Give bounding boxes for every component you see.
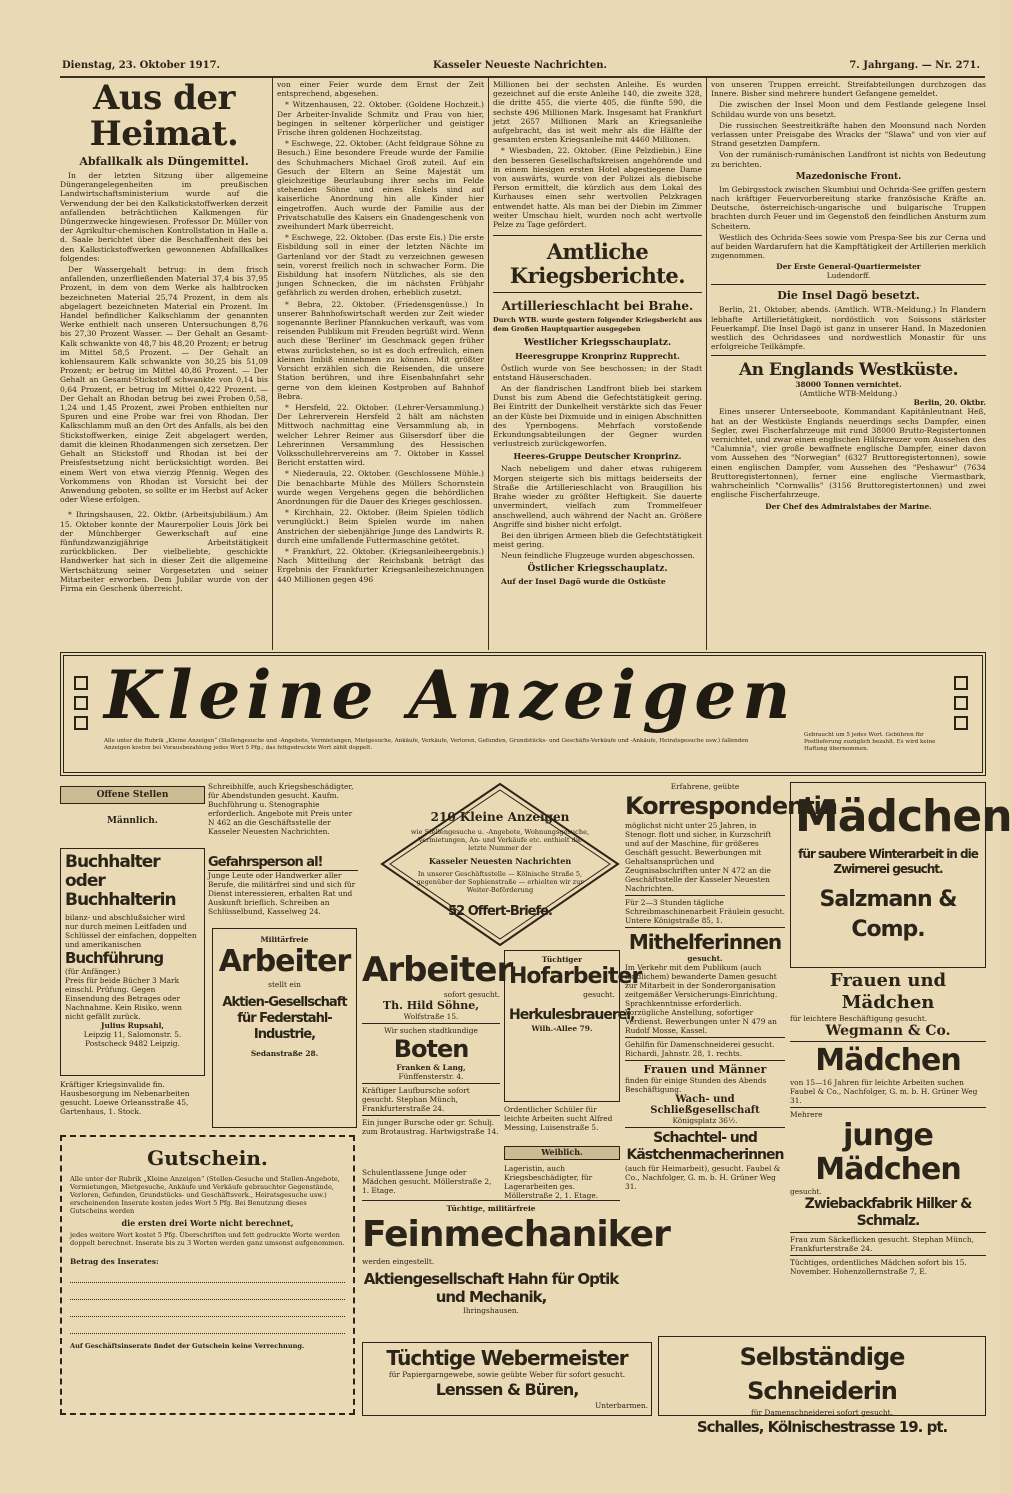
ad-company: Wach- und Schließgesellschaft xyxy=(650,1094,760,1116)
ad-address: Wilh.-Allee 79. xyxy=(531,1024,593,1033)
article-paragraph: Die zwischen der Insel Moon und dem Festlande gelegene Insel Schildau wurde von uns besetzt. xyxy=(711,100,986,119)
column-1 xyxy=(60,80,268,650)
coupon-input-line[interactable] xyxy=(70,1283,345,1300)
ad-address: Ihringshausen. xyxy=(462,1306,520,1315)
article-paragraph: von einer Feier wurde dem Ernst der Zeit entsprechend, abgesehen. xyxy=(277,80,484,99)
ad-text: Mehrere xyxy=(790,1110,823,1119)
coupon-amount-label: Betrag des Inserates: xyxy=(70,1257,159,1266)
ad-company: Schalles, Kölnischestrasse 19. pt. xyxy=(696,1418,948,1436)
ad-title: junge Mädchen xyxy=(815,1118,961,1187)
ad-text: gesucht. xyxy=(687,954,723,963)
section-label-offene: Offene Stellen xyxy=(60,786,205,804)
ad-text: Tüchtiger xyxy=(541,955,583,964)
article-paragraph: Westlich des Ochrida-Sees sowie vom Prespa-See bis zur Cerna und auf beiden Wardarufern hat die Kampftätigkeit der Artillerien merklich zugenommen. xyxy=(711,232,986,261)
article-paragraph: In der letzten Sitzung über allgemeine Düngerangelegenheiten im preußischen Landwirtschaftsministerium wurde auf die Verwendung der bei den Kalkstickstoffwerken derzeit anfallenden beträchtlichen Kalkmengen für Düngerzwecke hingewiesen. Professor Dr. Müller von der Agrikultur-chemischen Kontrollstation in Halle a. d. Saale berichtet über die Beschaffenheit des bei den Kalkstickstoffwerken gewonnenen Abfallkalkes folgendes: xyxy=(60,171,268,263)
article-paragraph: * Eschwege, 22. Oktober. (Das erste Eis.) Die erste Eisbildung soll in einer der letzten Nächte im Gartenland vor der Stadt zu verzeichnen gewesen sein, vorerst freilich noch in schwacher Form. Die Eisbildung hat insofern Nützliches, als sie den jungen Schnecken, die im nächsten Frühjahr gefährlich zu werden drohen, erheblich zusetzt. xyxy=(277,233,484,298)
ad-webermeister xyxy=(362,1342,652,1416)
ad-schreibhilfe: Schreibhilfe, auch Kriegsbeschädigter, für Abendstunden gesucht. Kaufm. Buchführung u. Stenographie erforderlich. Angebote mit Preis unter N 462 an die Geschäftsstelle der Kasseler Neuesten Nachrichten. xyxy=(208,782,354,836)
ad-title: Gefahrsperson al! xyxy=(208,855,358,871)
coupon-text: Alle unter der Rubrik „Kleine Anzeigen“ (Stellen-Gesuche und Stellen-Angebote, Vermietungen, Mietgesuche, Ankäufe und Verkäufe gebrauchter Gegenstände, Verloren, Gefunden, Grundstücks- und Geschäftsverk., Heiratsgesuche usw.) erscheinenden Inserate kosten jedes Wort 5 Pfg. Bei Benutzung dieses Gutscheins werden xyxy=(70,1175,340,1215)
ad-ordentlicher: Ordentlicher Schüler für leichte Arbeiten sucht Alfred Messing, Luisenstraße 5. xyxy=(504,1105,613,1132)
ad-address: Wolfstraße 15. xyxy=(403,1012,459,1021)
ad-kriegsinvalide: Kräftiger Kriegsinvalide fin. Hausbesorgung im Nebenarbeiten gesucht. Loewe Orleansstraße 45, Gartenhaus, 1. Stock. xyxy=(60,1080,190,1116)
army-heading: Heeresgruppe Kronprinz Rupprecht. xyxy=(515,350,680,361)
ad-gefahrsperson xyxy=(208,855,358,925)
newspaper-name: Kasseler Neueste Nachrichten. xyxy=(432,60,608,71)
ad-text: sofort gesucht. xyxy=(443,990,500,999)
ad-text: von 15—16 Jahren für leichte Arbeiten suchen Faubel & Co., Nachfolger, G. m. b. H. Grüner Weg 31. xyxy=(790,1078,978,1105)
article-paragraph: * Witzenhausen, 22. Oktober. (Goldene Hochzeit.) Der Arbeiter-Invalide Schmitz und Frau von hier, begingen in seltener körperlicher und geistiger Frische ihren goldenen Hochzeitstag. xyxy=(277,100,484,138)
ad-company: Franken & Lang, xyxy=(396,1063,466,1072)
column-2 xyxy=(277,80,484,650)
article-paragraph: Bei den übrigen Armeen blieb die Gefechtstätigkeit meist gering. xyxy=(493,530,702,550)
ad-title: Feinmechaniker xyxy=(362,1214,670,1255)
ad-title: Buchhalter oder Buchhalterin xyxy=(65,852,176,910)
article-paragraph: * Kirchhain, 22. Oktober. (Beim Spielen tödlich verunglückt.) Beim Spielen wurde im nahen Anstrichen der siebenjährige Junge des Landwirts R. durch eine umfallende Futtermaschine getötet. xyxy=(277,508,484,545)
front-heading: Östlicher Kriegsschauplatz. xyxy=(527,563,668,574)
classifieds-banner xyxy=(60,652,986,776)
coupon-gutschein[interactable] xyxy=(60,1135,355,1415)
section-label-maennlich: Männlich. xyxy=(107,816,158,826)
signature-name: Ludendorff. xyxy=(826,271,871,281)
article-paragraph: Im Gebirgsstock zwischen Skumbiui und Ochrida-See griffen gestern nach kräftiger Feuervorbereitung starke französische Kräfte an. Deutsche, österreichisch-ungarische und bulgarische Truppen brachten durch Feuer und im Gegenstoß den feindlichen Ansturm zum Scheitern. xyxy=(711,184,986,231)
front-heading: Westlicher Kriegsschauplatz. xyxy=(523,337,672,348)
ad-address: Leipzig 11, Salomonstr. 5. xyxy=(83,1030,182,1039)
banner-ornament xyxy=(74,670,88,760)
ad-title: Hofarbeiter xyxy=(509,964,642,989)
ad-address: Postscheck 9482 Leipzig. xyxy=(85,1039,180,1048)
banner-ornament xyxy=(954,670,968,760)
article-subheadline: (Amtliche WTB-Meldung.) xyxy=(799,389,898,399)
article-paragraph: * Wiesbaden, 22. Oktober. (Eine Pelzdiebin.) Eine den besseren Gesellschaftskreisen angehörende und in einem hiesigen ersten Hotel abgestiegene Dame von auswärts, wurde von der Polizei als diebische Person ermittelt, die kürzlich aus dem Lokal des Kurhauses einen sehr wertvollen Pelzkragen entwendet hatte. Als man bei der Diebin im Zimmer weiter Umschau hielt, wurden noch acht wertvolle Pelze zu Tage gefördert. xyxy=(493,146,702,230)
article-paragraph: Der Wassergehalt betrug: in dem frisch anfallenden, unzerfließenden Material 37,4 bis 37,95 Prozent, in dem von dem Werke als halbtrocken bezeichneten Material 25,74 Prozent, in dem als abgelagert bezeichneten Material ein Prozent. Im Handel befindlicher Kalkschlamm der genannten Werke enthielt nach unseren Untersuchungen 8,76 bis 27,30 Prozent Wasser. — Der Gehalt an Gesamt-Kalk schwankte von 48,7 bis 48,20 Prozent; er betrug im Mittel 58,5 Prozent. — Der Gehalt an kohlensaurem Kalk schwankte von 30,25 bis 51,09 Prozent; er betrug im Mittel 40,86 Prozent. — Der Gehalt an Gesamt-Stickstoff schwankte von 0,14 bis 0,64 Prozent, er betrug im Mittel 0,422 Prozent. — Der Gehalt an Rhodan betrug bei zwei Proben 0,58, 1,24 und 1,45 Prozent, zwei Proben enthielten nur Spuren und eine Probe war frei von Rhodan. Der Kalkschlamm muß an den Ort des Anfalls, als bei den Stickstoffwerken, einige Zeit abgelagert werden, damit die kleinen Rhodanmengen sich zersetzen. Der Gehalt an Stickstoff und Rhodan ist bei der Preisfestsetzung nicht berücksichtigt worden. Bei einem Wert von etwa vierzig Pfennig. Wegen des Vorkommens von Rhodan ist Vorsicht bei der Anwendung geboten, so sollte er im Herbst auf Acker oder Wiese erfolgen. xyxy=(60,265,268,505)
army-heading: Heeres-Gruppe Deutscher Kronprinz. xyxy=(513,451,682,462)
ads-col-f xyxy=(790,970,986,1276)
ad-text: (für Anfänger.) xyxy=(65,967,121,976)
article-paragraph: * Niederaula, 22. Oktober. (Geschlossene Mühle.) Die benachbarte Mühle des Müllers Schornstein wurde wegen Vergehens gegen die behördlichen Anordnungen für die Dauer des Krieges geschlossen. xyxy=(277,469,484,506)
ad-title: Mädchen xyxy=(795,791,1012,842)
issue-date: Dienstag, 23. Oktober 1917. xyxy=(62,60,221,71)
ad-title: Boten xyxy=(393,1035,469,1063)
promo-text: In unserer Geschäftsstelle — Kölnische Straße 5, gegenüber der Sophienstraße — erhielten wir zur Weiter-Beförderung xyxy=(416,870,584,894)
ad-text: Gehilfin für Damenschneiderei gesucht. Richardi, Jahnstr. 28, 1. rechts. xyxy=(625,1040,775,1058)
ad-title: Arbeiter xyxy=(362,950,513,990)
ad-title: Schachtel- und Kästchenmacherinnen xyxy=(626,1130,784,1163)
ad-text: gesucht. xyxy=(583,990,615,999)
ad-company: Th. Hild Söhne, xyxy=(382,999,480,1012)
promo-paper: Kasseler Neuesten Nachrichten xyxy=(428,856,572,866)
ad-text: Tüchtige, militärfreie xyxy=(446,1204,536,1213)
ad-text: möglichst nicht unter 25 Jahren, in Stenogr. flott und sicher, in Kurzschrift und auf der Maschine, für größeres Geschäft gesucht. Bewerbungen mit Gehaltsansprüchen und Zeugnisabschriften unter N 472 an die Geschäftsstelle der Kasseler Neuesten Nachrichten. xyxy=(625,821,772,893)
ad-text: Ein junger Bursche oder gr. Schulj. zum Brotaustrag. Hartwigstraße 14. xyxy=(362,1118,499,1136)
ad-company: Salzmann & Comp. xyxy=(819,887,957,942)
ad-title: Selbständige Schneiderin xyxy=(739,1343,905,1405)
ad-title: Frauen und Mädchen xyxy=(829,970,947,1013)
promo-briefe: 52 Offert-Briefe. xyxy=(448,904,552,919)
classifieds-terms-right: Gebraucht um 5 jedes Wort. Gebühren für Postlieferung zuzüglich bezahlt. Es wird keine Haftung übernommen. xyxy=(804,732,936,752)
ad-address: Unterbarmen. xyxy=(594,1401,648,1410)
ad-address: Königsplatz 36½. xyxy=(672,1116,738,1125)
ad-text: für saubere Winterarbeit in die Zwirnerei gesucht. xyxy=(798,847,978,876)
article-subheadline: 38000 Tonnen vernichtet. xyxy=(795,380,902,390)
column-4 xyxy=(711,80,986,650)
war-reports-title: Amtliche Kriegsberichte. xyxy=(509,239,686,289)
ad-text: stellt ein xyxy=(268,980,301,989)
coupon-title: Gutschein. xyxy=(147,1146,268,1170)
issue-number: 7. Jahrgang. — Nr. 271. xyxy=(849,60,980,71)
ad-text: für Papiergarngewebe, sowie geübte Weber für sofort gesucht. xyxy=(388,1370,626,1379)
article-paragraph: * Eschwege, 22. Oktober. (Acht feldgraue Söhne zu Besuch.) Eine besondere Freude wurde der Familie des Schuhmachers Michael Groß zuteil. Auf ein Gesuch der Eltern an Seine Majestät um gleichzeitige Beurlaubung ihrer sechs im Felde stehenden Söhne und eines Enkels sind auf kaiserliche Anordnung hin alle Kinder hier eingetroffen. Auch wurde der Familie aus der Privatschatulle des Kaisers ein Gnadengeschenk von zweihundert Mark überreicht. xyxy=(277,139,484,232)
ad-title: Arbeiter xyxy=(218,944,351,979)
ad-text: für Damenschneiderei sofort gesucht. xyxy=(751,1408,893,1417)
ad-text: Frau zum Säckeflicken gesucht. Stephan Münch, Frankfurterstraße 24. xyxy=(790,1235,975,1253)
ad-company: Zwiebackfabrik Hilker & Schmalz. xyxy=(804,1196,972,1229)
ad-feinmechaniker xyxy=(362,1200,670,1338)
article-paragraph: Berlin, 21. Oktober, abends. (Amtlich. WTB.-Meldung.) In Flandern lebhafte Artillerietätigkeit, nordöstlich von Soissons stärkster Feuerkampf. Die Insel Dagö ist ganz in unserer Hand. In Mazedonien westlich des Ochridasees und nordwestlich Monastir für uns erfolgreiche Teilkämpfe. xyxy=(711,305,986,352)
ad-address: Sedanstraße 28. xyxy=(250,1049,319,1058)
section-title: Aus der Heimat. xyxy=(89,78,239,154)
article-paragraph: von unseren Truppen erreicht. Streifabteilungen durchzogen das Innere. Bisher sind mehrere hundert Gefangene gemeldet. xyxy=(711,80,986,99)
ad-address: Julius Rupsahl, xyxy=(101,1021,164,1030)
dateline: Berlin, 20. Oktbr. xyxy=(913,398,986,408)
ad-heading: Buchführung xyxy=(65,949,164,967)
article-paragraph: Nach nebeligem und daher etwas ruhigerem Morgen steigerte sich bis mittags beiderseits der Straße die Artillerieschlacht von Braugillion bis Brahe wieder zu größter Heftigkeit. Sie dauerte unvermindert, vielfach zum Trommelfeuer anschwellend, auch während der Nacht an. Größere Angriffe sind bisher nicht erfolgt. xyxy=(493,464,702,529)
promo-count: 210 Kleine Anzeigen xyxy=(430,810,570,824)
ad-text: finden für einige Stunden des Abends Beschäftigung. xyxy=(625,1076,767,1094)
ad-text: für leichtere Beschäftigung gesucht. xyxy=(790,1014,928,1023)
article-headline: An Englands Westküste. xyxy=(738,360,959,381)
article-paragraph: Auf der Insel Dagö wurde die Ostküste xyxy=(501,576,666,586)
article-paragraph: Östlich wurde von See beschossen; in der Stadt entstand Häuserschaden. xyxy=(493,363,702,382)
ad-text: Im Verkehr mit dem Publikum (auch ländlichem) bewanderte Damen gesucht zur Mitarbeit in der Sonderorganisation zeitgemäßer Versicherungs-Einrichtung. Sprachkenntnisse erforderlich. Vorzügliche Anstellung, sofortiger Verdienst. Bewerbungen unter N 479 an Rudolf Mosse, Kassel. xyxy=(625,963,778,1035)
ad-text: Junge Leute oder Handwerker aller Berufe, die militärfrei sind und sich für Dienst interessieren, erhalten Rat und Auskunft brieflich. Schreiben an Schlüsselbund, Kasselweg 24. xyxy=(208,871,356,916)
ad-company: Aktiengesellschaft Hahn für Optik und Mechanik, xyxy=(363,1270,619,1306)
article-paragraph: An der flandrischen Landfront blieb bei starkem Dunst bis zum Abend die Gefechtstätigkeit gering. Bei Eintritt der Dunkelheit verstärkte sich das Feuer an der Küste bei Dixmuide und in einigen Abschnitten des Ypernbogens. Mehrfach vorstoßende Erkundungsabteilungen der Gegner wurden verlustreich zurückgeworfen. xyxy=(493,384,702,449)
coupon-text: jedes weitere Wort kostet 5 Pfg. Überschriften und fett gedruckte Worte werden doppelt berechnet. Inserate bis zu 3 Worten werden ganz umsonst aufgenommen. xyxy=(70,1231,345,1247)
ad-text: Erfahrene, geübte xyxy=(670,782,740,791)
ad-company: Wegmann & Co. xyxy=(825,1023,951,1039)
ad-text: Tüchtiges, ordentliches Mädchen sofort bis 15. November. Hohenzollernstraße 7, E. xyxy=(790,1258,967,1276)
article-paragraph: * Bebra, 22. Oktober. (Friedensgenüsse.) In unserer Bahnhofswirtschaft werden zur Zeit wieder sogenannte Berliner Pfannkuchen verkauft, was vom reisenden Publikum mit Freuden begrüßt wird. Wenn auch diese 'Berliner' im Geschmack gegen früher etwas zurückstehen, so ist es doch erfreulich, einen kleinen Imbiß einnehmen zu können. Mit größter Vorsicht erzählen sich die Reisenden, die unsere Station berühren, und ihre Eisenbahnfahrt sehr gerne von dem kleinen Kostproben auf Bahnhof Bebra. xyxy=(277,299,484,401)
ad-title: Tüchtige Webermeister xyxy=(386,1346,628,1370)
ad-text: bilanz- und abschlußsicher wird nur durch meinen Leitfaden und Schlüssel der einfachen, doppelten und amerikanischen xyxy=(65,913,197,949)
ad-text: (auch für Heimarbeit), gesucht. Faubel & Co., Nachfolger, G. m. b. H. Grüner Weg 31. xyxy=(625,1164,781,1191)
ad-company: Herkulesbrauerei, xyxy=(509,1007,635,1023)
ad-title: Mithelferinnen xyxy=(628,930,782,954)
section-label-weiblich: Weiblich. xyxy=(504,1146,620,1160)
ad-lagerist: Lageristin, auch Kriegsbeschädigter, für Lagerarbeiten ges. Möllerstraße 2, 1. Etage. xyxy=(504,1164,599,1200)
ad-buchhalter xyxy=(60,848,205,1076)
coupon-input-line[interactable] xyxy=(70,1300,345,1317)
coupon-input-line[interactable] xyxy=(70,1266,345,1283)
ad-text: Preis für beide Bücher 3 Mark einschl. Prüfung. Gegen Einsendung des Betrages oder Nachnahme. Kein Risiko, wenn nicht gefällt zurück. xyxy=(65,976,182,1021)
ad-schulentlassene: Schulentlassene Junge oder Mädchen gesucht. Möllerstraße 2, 1. Etage. xyxy=(362,1168,492,1195)
column-divider xyxy=(272,78,273,650)
article-headline: Abfallkalk als Düngemittel. xyxy=(79,155,249,168)
ad-schneiderin xyxy=(658,1336,986,1436)
coupon-footer: Auf Geschäftsinserate findet der Gutschein keine Verrechnung. xyxy=(70,1342,305,1350)
article-paragraph: Von der rumänisch-rumänischen Landfront ist nichts von Bedeutung zu berichten. xyxy=(711,150,986,169)
ad-hofarbeiter xyxy=(504,950,642,1102)
ads-col-c xyxy=(362,950,513,1165)
ads-left-header xyxy=(60,782,205,842)
signature-line: Der Erste General-Quartiermeister xyxy=(776,262,921,272)
classifieds-title: Kleine Anzeigen xyxy=(104,656,797,734)
article-paragraph: Die russischen Seestreitkräfte haben den Moonsund nach Norden verlassen unter Preisgabe des Wracks der "Slawa" und von vier auf Strand gesetzten Dampfern. xyxy=(711,120,986,149)
front-heading: Mazedonische Front. xyxy=(795,171,902,182)
column-3 xyxy=(493,80,702,650)
column-divider xyxy=(706,78,707,650)
ad-title: Korrespondentin xyxy=(625,792,837,820)
article-lead: Durch WTB. wurde gestern folgender Kriegsbericht aus dem Großen Hauptquartier ausgegeben xyxy=(493,316,702,334)
ad-salzmann xyxy=(790,782,1012,968)
ad-text: Kräftiger Laufbursche sofort gesucht. Stephan Münch, Frankfurterstraße 24. xyxy=(362,1086,470,1113)
ad-title: Frauen und Männer xyxy=(643,1063,767,1076)
classifieds-terms: Alle unter die Rubrik „Kleine Anzeigen“ (Stellengesuche und -Angebote, Vermietungen, Mietgesuche, Ankäufe, Verkäufe, Verloren, Gefunden, Grundstücks- und Geschäfts-Verkäufe und -Ankäufe, Heiratsgesuche usw.) fallenden Anzeigen kosten bei Vorausbezahlung jedes Wort 5 Pfg.; das fettgedruckte Wort zählt doppelt. xyxy=(104,738,749,751)
ad-text: Militärfreie xyxy=(260,935,309,944)
coupon-input-line[interactable] xyxy=(70,1317,345,1334)
ad-text: Für 2—3 Stunden tägliche Schreibmaschinenarbeit Fräulein gesucht. Untere Königstraße 85, 1. xyxy=(625,898,785,925)
article-paragraph: Neun feindliche Flugzeuge wurden abgeschossen. xyxy=(501,551,695,561)
article-paragraph: * Ihringshausen, 22. Oktbr. (Arbeitsjubiläum.) Am 15. Oktober konnte der Maurerpolier Louis Jörk bei der Münchberger Gewerkschaft auf eine fünfundzwanzigjährige Arbeitstätigkeit zurückblicken. Der vielbeliebte, geschickte Handwerker hat sich in dieser Zeit die allgemeine Wertschätzung seiner Vorgesetzten und seiner Mitarbeiter erworben. Dem Jubilar wurde von der Firma ein Geschenk überreicht. xyxy=(60,510,268,593)
ad-text: werden eingestellt. xyxy=(362,1257,435,1266)
ad-kleine-anzeigen-promo xyxy=(380,782,620,947)
signature-line: Der Chef des Admiralstabes der Marine. xyxy=(765,501,932,511)
ad-text: Wir suchen stadtkundige xyxy=(384,1026,478,1035)
ad-federstahl xyxy=(212,928,357,1128)
ad-text: gesucht. xyxy=(790,1187,822,1196)
ad-company: Aktien-Gesellschaft für Federstahl-Industrie, xyxy=(222,995,347,1042)
ad-title: Mädchen xyxy=(815,1043,961,1078)
article-headline: Die Insel Dagö besetzt. xyxy=(777,289,920,303)
column-divider xyxy=(488,78,489,650)
article-paragraph: * Hersfeld, 22. Oktober. (Lehrer-Versammlung.) Der Lehrerverein Hersfeld 2 hält am nächsten Mittwoch nachmittag eine Versammlung ab, in welcher Lehrer Reimer aus Gilsersdorf über die Lehrerinnen Versammlung des Hessischen Volksschullehrervereins am 7. Oktober in Kassel Bericht erstatten wird. xyxy=(277,402,484,468)
article-paragraph: Millionen bei der sechsten Anleihe. Es wurden gezeichnet auf die erste Anleihe 140, die zweite 328, die dritte 455, die vierte 405, die fünfte 590, die sechste 496 Millionen Mark. Insgesamt hat Frankfurt jetzt 2657 Millionen Mark an Kriegsanleihe aufgebracht, das ist weit mehr als die Hälfte der gesamten ersten Kriegsanleihe mit 4460 Millionen. xyxy=(493,80,702,145)
promo-text: wie Stellengesuche u. -Angebote, Wohnungsgesuche, Vermietungen, An- und Verkäufe etc. enthielt die letzte Nummer der xyxy=(410,828,590,852)
ad-company: Lenssen & Büren, xyxy=(435,1380,579,1399)
coupon-bold-text: die ersten drei Worte nicht berechnet, xyxy=(121,1218,294,1228)
article-paragraph: Eines unserer Unterseeboote, Kommandant Kapitänleutnant Heß, hat an der Westküste Englands neuerdings sechs Dampfer, einen Segler, zwei Fischerfahrzeuge mit rund 38000 Brutto-Registertonnen vernichtet, und zwar einen englischen Hilfskreuzer vom Aussehen des "Calumnia", vier große bewaffnete englische Dampfer, einer davon vom Aussehen des "Norwegian" (6327 Bruttoregistertonnen), sowie einen englischen Dampfer, vom Aussehen des "Peshawur" (7634 Bruttoregistertonnen), ferner eine englische Viermastbark, wahrscheinlich "Cornwallis" (3156 Bruttoregistertonnen) und zwei englische Fischerfahrzeuge. xyxy=(711,407,986,500)
ad-address: Fünffensterstr. 4. xyxy=(398,1072,464,1081)
article-headline: Artillerieschlacht bei Brahe. xyxy=(501,299,694,314)
article-paragraph: * Frankfurt, 22. Oktober. (Kriegsanleiheergebnis.) Nach Mitteilung der Reichsbank beträgt das Ergebnis der Frankfurter Kriegsanleihezeichnungen 440 Millionen gegen 496 xyxy=(277,546,484,584)
